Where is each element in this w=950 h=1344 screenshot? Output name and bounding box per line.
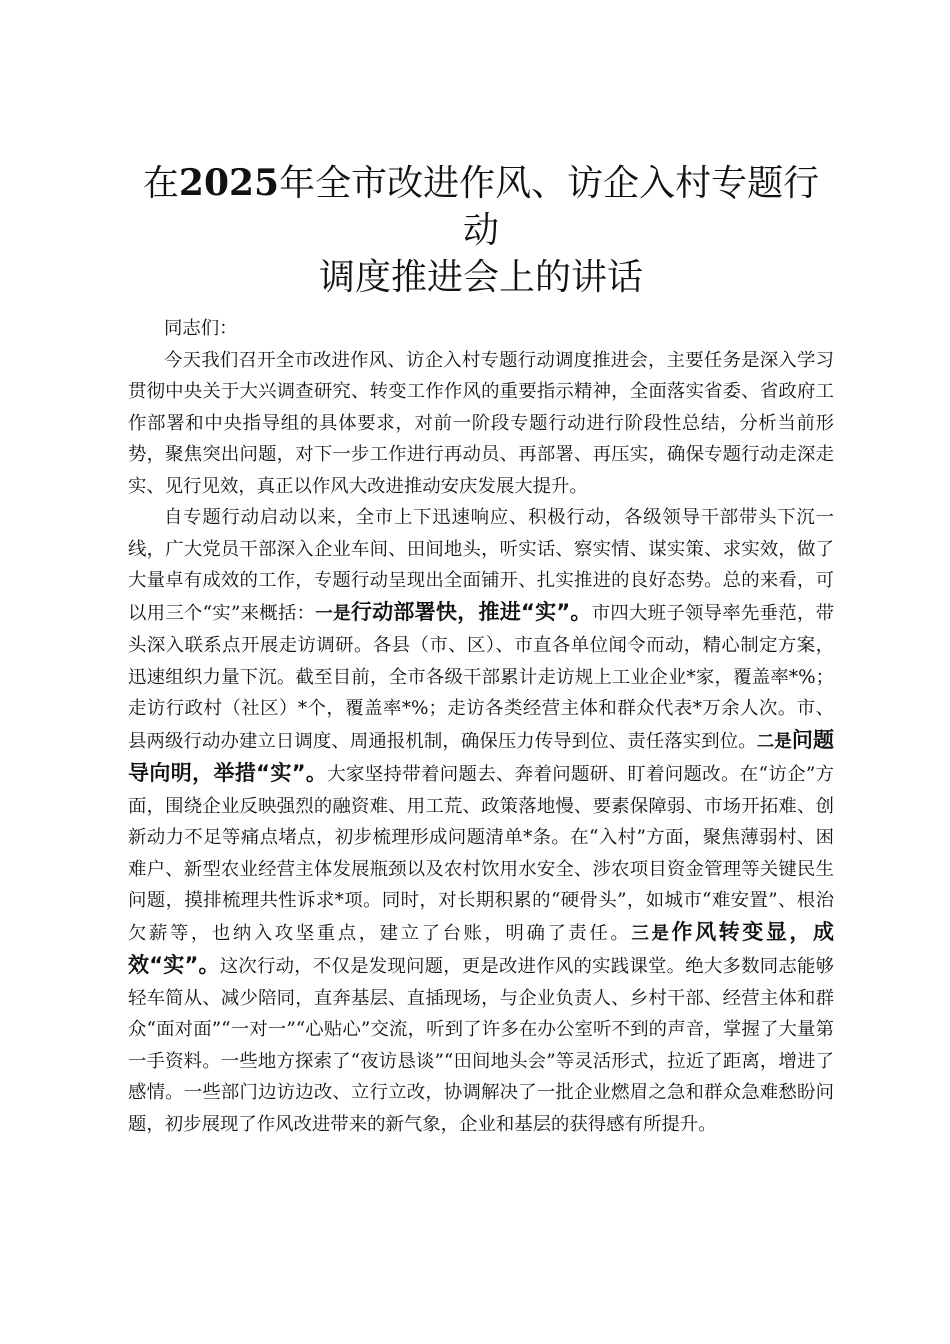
point-2-lead: 二是 xyxy=(756,731,792,752)
summary-intro: 自专题行动启动以来，全市上下迅速响应、积极行动，各级领导干部带头下沉一线，广大党员干部深入企业车间、田间地头，听实话、察实情、谋实策、求实效，做了大量卓有成效的工作，专题行动呈现出全面铺开、扎实推进的良好态势。总的来看，可以用三个“实”来概括： xyxy=(128,507,834,624)
title-prefix: 在 xyxy=(142,163,179,204)
document-title xyxy=(128,160,834,301)
title-year: 2025 xyxy=(178,162,280,204)
paragraph-opening: 今天我们召开全市改进作风、访企入村专题行动调度推进会，主要任务是深入学习贯彻中央关于大兴调查研究、转变工作作风的重要指示精神，全面落实省委、省政府工作部署和中央指导组的具体要求，对前一阶段专题行动进行阶段性总结，分析当前形势，聚焦突出问题，对下一步工作进行再动员、再部署、再压实，确保专题行动走深走实、见行见效，真正以作风大改进推动安庆发展大提升。 xyxy=(128,349,834,497)
paragraph-summary xyxy=(128,502,834,1140)
point-3-body: 这次行动，不仅是发现问题，更是改进作风的实践课堂。绝大多数同志能够轻车简从、减少陪同，直奔基层、直插现场，与企业负责人、乡村干部、经营主体和群众“面对面”“一对一”“心贴心”交流，听到了许多在办公室听不到的声音，掌握了大量第一手资料。一些地方探索了“夜访恳谈”“田间地头会”等灵活形式，拉近了距离，增进了感情。一些部门边访边改、立行立改，协调解决了一批企业燃眉之急和群众急难愁盼问题，初步展现了作风改进带来的新气象，企业和基层的获得感有所提升。 xyxy=(128,956,834,1135)
title-line-1-rest: 年全市改进作风、访企入村专题行动 xyxy=(279,163,820,251)
title-line-2: 调度推进会上的讲话 xyxy=(318,257,643,298)
point-3-headline: 作风转变显，成效“实”。 xyxy=(128,919,835,977)
document-page xyxy=(128,160,834,1140)
point-1-headline: 行动部署快，推进“实”。 xyxy=(350,599,592,624)
point-2-headline: 问题导向明，举措“实”。 xyxy=(128,727,834,785)
point-2-body: 大家坚持带着问题去、奔着问题研、盯着问题改。在“访企”方面，围绕企业反映强烈的融资难、用工荒、政策落地慢、要素保障弱、市场开拓难、创新动力不足等痛点堵点，初步梳理形成问题清单*条。在“入村”方面，聚焦薄弱村、困难户、新型农业经营主体发展瓶颈以及农村饮用水安全、涉农项目资金管理等关键民生问题，摸排梳理共性诉求*项。同时，对长期积累的“硬骨头”，如城市“难安置”、根治欠薪等，也纳入攻坚重点，建立了台账，明确了责任。 xyxy=(128,764,834,944)
point-1-body: 市四大班子领导率先垂范，带头深入联系点开展走访调研。各县（市、区）、市直各单位闻令而动，精心制定方案，迅速组织力量下沉。截至目前，全市各级干部累计走访规上工业企业*家，覆盖率*%；走访行政村（社区）*个，覆盖率*%；走访各类经营主体和群众代表*万余人次。市、县两级行动办建立日调度、周通报机制，确保压力传导到位、责任落实到位。 xyxy=(128,602,834,752)
salutation: 同志们： xyxy=(164,318,238,339)
point-1-lead: 一是 xyxy=(315,603,351,624)
point-3-lead: 三是 xyxy=(631,923,672,944)
title-line-1 xyxy=(128,160,834,254)
